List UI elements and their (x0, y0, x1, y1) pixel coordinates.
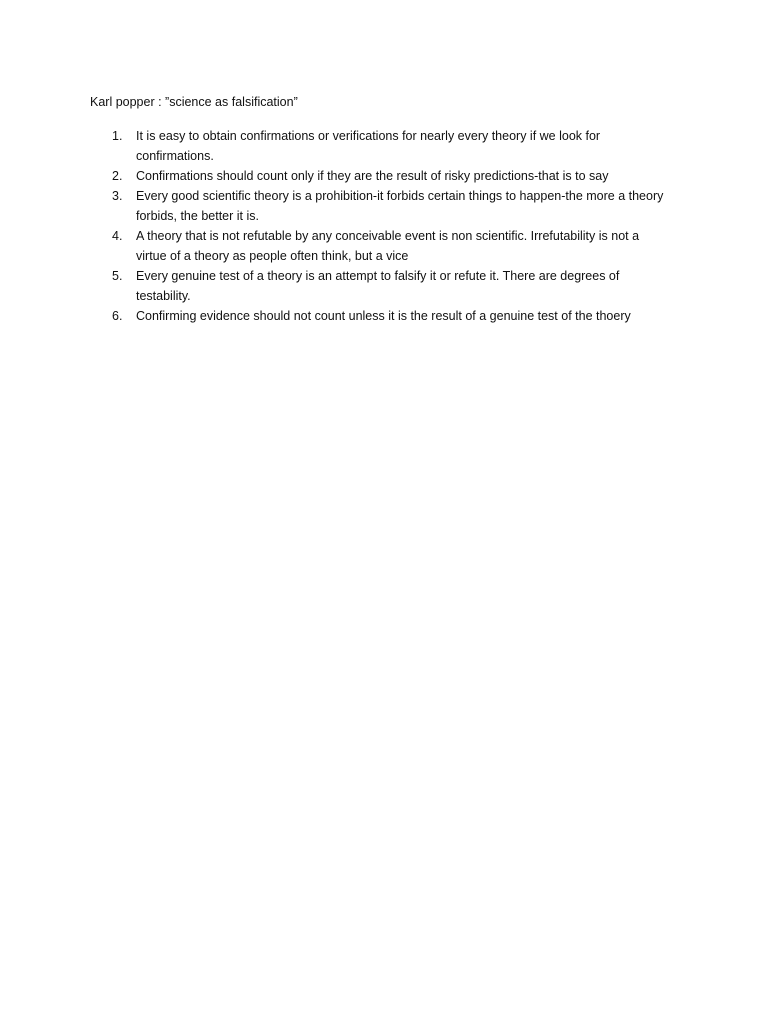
list-item-number: 4. (112, 229, 123, 243)
list-item-text: Confirmations should count only if they are the result of risky predictions-that is to say (136, 169, 609, 183)
list-item-text: A theory that is not refutable by any conceivable event is non scientific. Irrefutability is not a virtue of a theory as people often think, but a vice (136, 229, 640, 263)
list-item (0, 266, 768, 306)
list-item-text: Every genuine test of a theory is an attempt to falsify it or refute it. There are degrees of testability. (136, 269, 620, 303)
list-item-number: 3. (112, 189, 123, 203)
list-item (0, 226, 768, 266)
list-item-number: 5. (112, 269, 123, 283)
list-item-text: It is easy to obtain confirmations or verifications for nearly every theory if we look for confirmations. (136, 129, 601, 163)
list-item (0, 126, 768, 166)
list-item-number: 1. (112, 129, 123, 143)
list-item (0, 306, 768, 326)
list-item-text: Confirming evidence should not count unless it is the result of a genuine test of the thoery (136, 309, 631, 323)
document-title: Karl popper : ”science as falsification” (90, 95, 298, 109)
list-item (0, 166, 768, 186)
list-item-text: Every good scientific theory is a prohibition-it forbids certain things to happen-the more a theory forbids, the better it is. (136, 189, 664, 223)
list-item-number: 2. (112, 169, 123, 183)
list-item (0, 186, 768, 226)
numbered-list (0, 126, 768, 326)
list-item-number: 6. (112, 309, 123, 323)
